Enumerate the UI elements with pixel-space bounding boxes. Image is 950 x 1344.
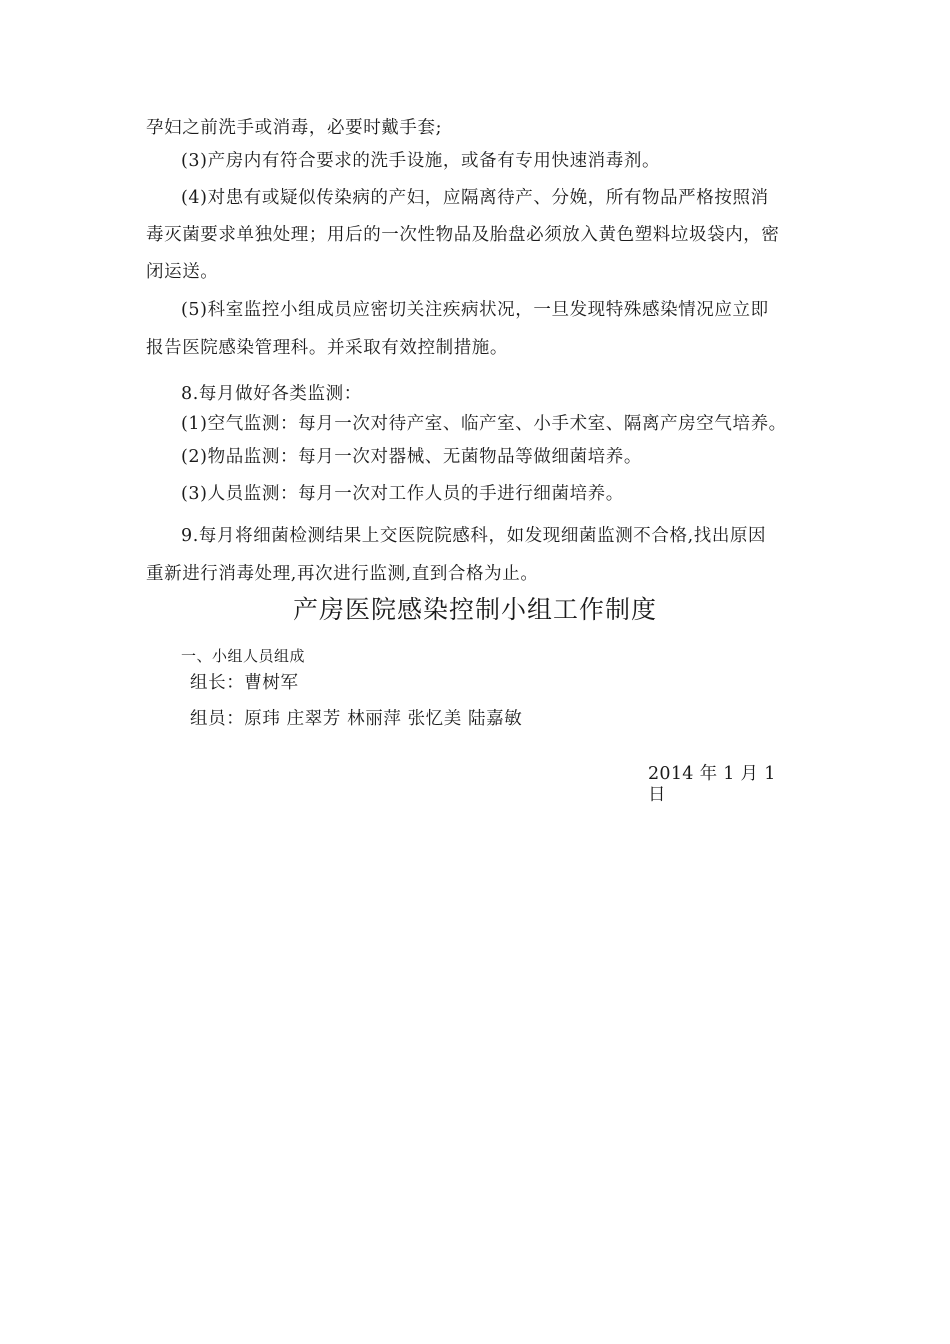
leader-line: 组长：曹树军 [190,673,299,693]
paragraph-line: 重新进行消毒处理,再次进行监测,直到合格为止。 [146,564,539,584]
section-heading: 一、小组人员组成 [181,647,306,665]
list-item: (2)物品监测：每月一次对器械、无菌物品等做细菌培养。 [181,447,642,467]
paragraph-line: 闭运送。 [146,262,219,282]
paragraph-line: (5)科室监控小组成员应密切关注疾病状况，一旦发现特殊感染情况应立即 [181,300,769,320]
document-title: 产房医院感染控制小组工作制度 [292,595,657,624]
paragraph-line: 报告医院感染管理科。并采取有效控制措施。 [146,338,508,358]
paragraph-line: (3)产房内有符合要求的洗手设施，或备有专用快速消毒剂。 [181,151,661,171]
paragraph-line: 孕妇之前洗手或消毒，必要时戴手套; [146,118,443,138]
paragraph-line: (4)对患有或疑似传染病的产妇，应隔离待产、分娩，所有物品严格按照消 [181,188,769,208]
list-item: (3)人员监测：每月一次对工作人员的手进行细菌培养。 [181,484,624,504]
section-heading-monitoring: 8.每月做好各类监测： [181,384,362,404]
paragraph-line: 毒灭菌要求单独处理；用后的一次性物品及胎盘必须放入黄色塑料垃圾袋内，密 [146,225,780,245]
paragraph-line: 9.每月将细菌检测结果上交医院院感科，如发现细菌监测不合格,找出原因 [181,526,767,546]
members-line: 组员：原玮 庄翠芳 林丽萍 张忆美 陆嘉敏 [190,709,523,729]
list-item: (1)空气监测：每月一次对待产室、临产室、小手术室、隔离产房空气培养。 [181,414,787,434]
date-line-continued: 日 [648,785,667,805]
date-line: 2014 年 1 月 1 [648,764,776,784]
